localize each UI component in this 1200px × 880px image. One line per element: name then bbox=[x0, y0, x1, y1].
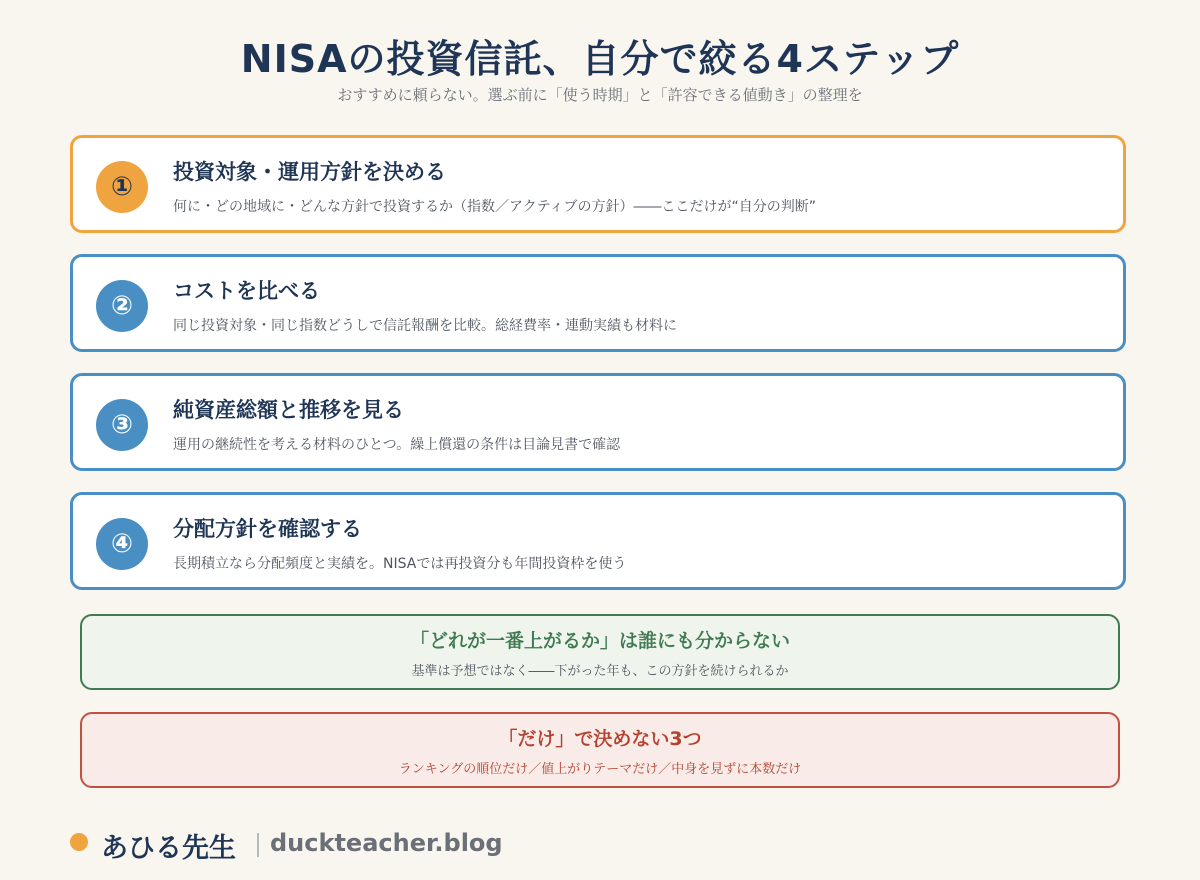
step-card-1 bbox=[70, 135, 1126, 233]
step-title: 投資対象・運用方針を決める bbox=[173, 160, 446, 184]
step-number-badge: ② bbox=[96, 280, 148, 332]
note-description: 基準は予想ではなく――下がった年も、この方針を続けられるか bbox=[411, 664, 789, 679]
step-title: 分配方針を確認する bbox=[173, 517, 362, 541]
step-description: 何に・どの地域に・どんな方針で投資するか（指数／アクティブの方針）――ここだけが“自分の判断” bbox=[173, 199, 816, 215]
step-number-badge: ① bbox=[96, 161, 148, 213]
page-subtitle: おすすめに頼らない。選ぶ前に「使う時期」と「許容できる値動き」の整理を bbox=[337, 86, 863, 104]
note-title: 「どれが一番上がるか」は誰にも分からない bbox=[409, 630, 790, 652]
step-number-badge: ④ bbox=[96, 518, 148, 570]
step-card-3 bbox=[70, 373, 1126, 471]
step-description: 同じ投資対象・同じ指数どうしで信託報酬を比較。総経費率・連動実績も材料に bbox=[173, 318, 677, 334]
step-description: 運用の継続性を考える材料のひとつ。繰上償還の条件は目論見書で確認 bbox=[173, 437, 621, 453]
step-card-2 bbox=[70, 254, 1126, 352]
blog-url: duckteacher.blog bbox=[270, 829, 503, 857]
note-description: ランキングの順位だけ／値上がりテーマだけ／中身を見ずに本数だけ bbox=[398, 762, 802, 777]
step-description: 長期積立なら分配頻度と実績を。NISAでは再投資分も年間投資枠を使う bbox=[173, 556, 627, 572]
step-title: 純資産総額と推移を見る bbox=[173, 398, 404, 422]
brand-dot-icon bbox=[70, 833, 88, 851]
note-title: 「だけ」で決めない3つ bbox=[498, 728, 702, 750]
footer-divider bbox=[257, 833, 259, 857]
step-card-4 bbox=[70, 492, 1126, 590]
step-number-badge: ③ bbox=[96, 399, 148, 451]
step-title: コストを比べる bbox=[173, 279, 320, 303]
note-box-unpredictable bbox=[80, 614, 1120, 690]
page-title: NISAの投資信託、自分で絞る4ステップ bbox=[240, 37, 960, 81]
author-name: あひる先生 bbox=[101, 833, 236, 864]
note-box-warnings bbox=[80, 712, 1120, 788]
